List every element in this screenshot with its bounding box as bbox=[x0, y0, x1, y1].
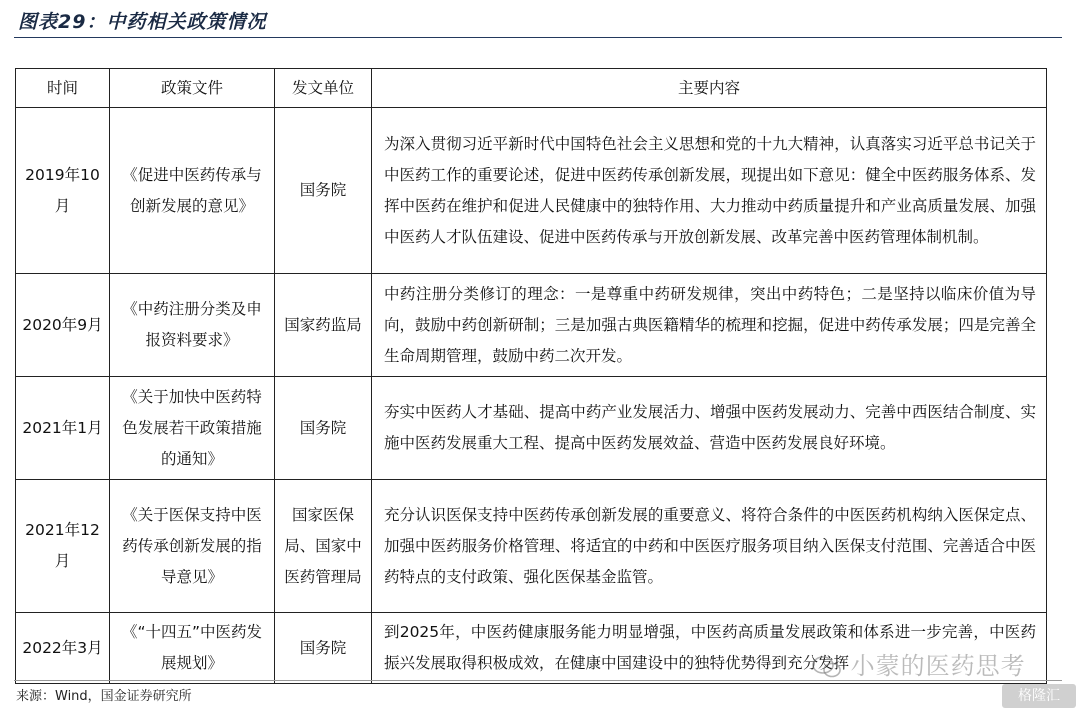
title-divider bbox=[14, 37, 1062, 38]
watermark-text: 小蒙的医药思考 bbox=[850, 652, 1026, 680]
cell-time: 2020年9月 bbox=[16, 274, 110, 377]
cell-time: 2019年10月 bbox=[16, 108, 110, 274]
page-title: 图表29：中药相关政策情况 bbox=[18, 11, 267, 33]
cell-content: 充分认识医保支持中医药传承创新发展的重要意义、将符合条件的中医医药机构纳入医保定点、加强中医药服务价格管理、将适宜的中药和中医医疗服务项目纳入医保支付范围、完善适合中医药特点的支付政策、强化医保基金监管。 bbox=[372, 480, 1047, 613]
cell-content: 夯实中医药人才基础、提高中药产业发展活力、增强中医药发展动力、完善中西医结合制度、实施中医药发展重大工程、提高中医药发展效益、营造中医药发展良好环境。 bbox=[372, 377, 1047, 480]
cell-issuer: 国务院 bbox=[275, 108, 372, 274]
cell-issuer: 国务院 bbox=[275, 613, 372, 684]
cell-time: 2021年1月 bbox=[16, 377, 110, 480]
table-row bbox=[16, 480, 1047, 613]
watermark bbox=[812, 646, 1026, 681]
cell-document: 《中药注册分类及申报资料要求》 bbox=[110, 274, 275, 377]
source-note: 来源：Wind，国金证券研究所 bbox=[16, 689, 192, 704]
cell-issuer: 国家药监局 bbox=[275, 274, 372, 377]
cell-content: 中药注册分类修订的理念：一是尊重中药研发规律，突出中药特色；二是坚持以临床价值为导向，鼓励中药创新研制；三是加强古典医籍精华的梳理和挖掘，促进中药传承发展；四是完善全生命周期管理，鼓励中药二次开发。 bbox=[372, 274, 1047, 377]
wechat-icon bbox=[812, 656, 842, 678]
column-header-content: 主要内容 bbox=[372, 69, 1047, 108]
policy-table bbox=[15, 68, 1047, 684]
cell-document: 《促进中医药传承与创新发展的意见》 bbox=[110, 108, 275, 274]
logo bbox=[1002, 684, 1076, 708]
table-row bbox=[16, 108, 1047, 274]
cell-issuer: 国务院 bbox=[275, 377, 372, 480]
cell-content: 到2025年，中医药健康服务能力明显增强，中医药高质量发展政策和体系进一步完善，中医药振兴发展取得积极成效，在健康中国建设中的独特优势得到充分发挥 bbox=[372, 613, 1047, 684]
cell-time: 2022年3月 bbox=[16, 613, 110, 684]
logo-text: 格隆汇 bbox=[1018, 688, 1060, 704]
cell-time: 2021年12月 bbox=[16, 480, 110, 613]
column-header-issuer: 发文单位 bbox=[275, 69, 372, 108]
table-row bbox=[16, 377, 1047, 480]
cell-issuer: 国家医保局、国家中医药管理局 bbox=[275, 480, 372, 613]
cell-document: 《关于加快中医药特色发展若干政策措施的通知》 bbox=[110, 377, 275, 480]
table-row bbox=[16, 274, 1047, 377]
cell-document: 《“十四五”中医药发展规划》 bbox=[110, 613, 275, 684]
cell-document: 《关于医保支持中医药传承创新发展的指导意见》 bbox=[110, 480, 275, 613]
column-header-document: 政策文件 bbox=[110, 69, 275, 108]
table-header-row bbox=[16, 69, 1047, 108]
cell-content: 为深入贯彻习近平新时代中国特色社会主义思想和党的十九大精神，认真落实习近平总书记关于中医药工作的重要论述，促进中医药传承创新发展，现提出如下意见：健全中医药服务体系、发挥中医药在维护和促进人民健康中的独特作用、大力推动中药质量提升和产业高质量发展、加强中医药人才队伍建设、促进中医药传承与开放创新发展、改革完善中医药管理体制机制。 bbox=[372, 108, 1047, 274]
column-header-time: 时间 bbox=[16, 69, 110, 108]
